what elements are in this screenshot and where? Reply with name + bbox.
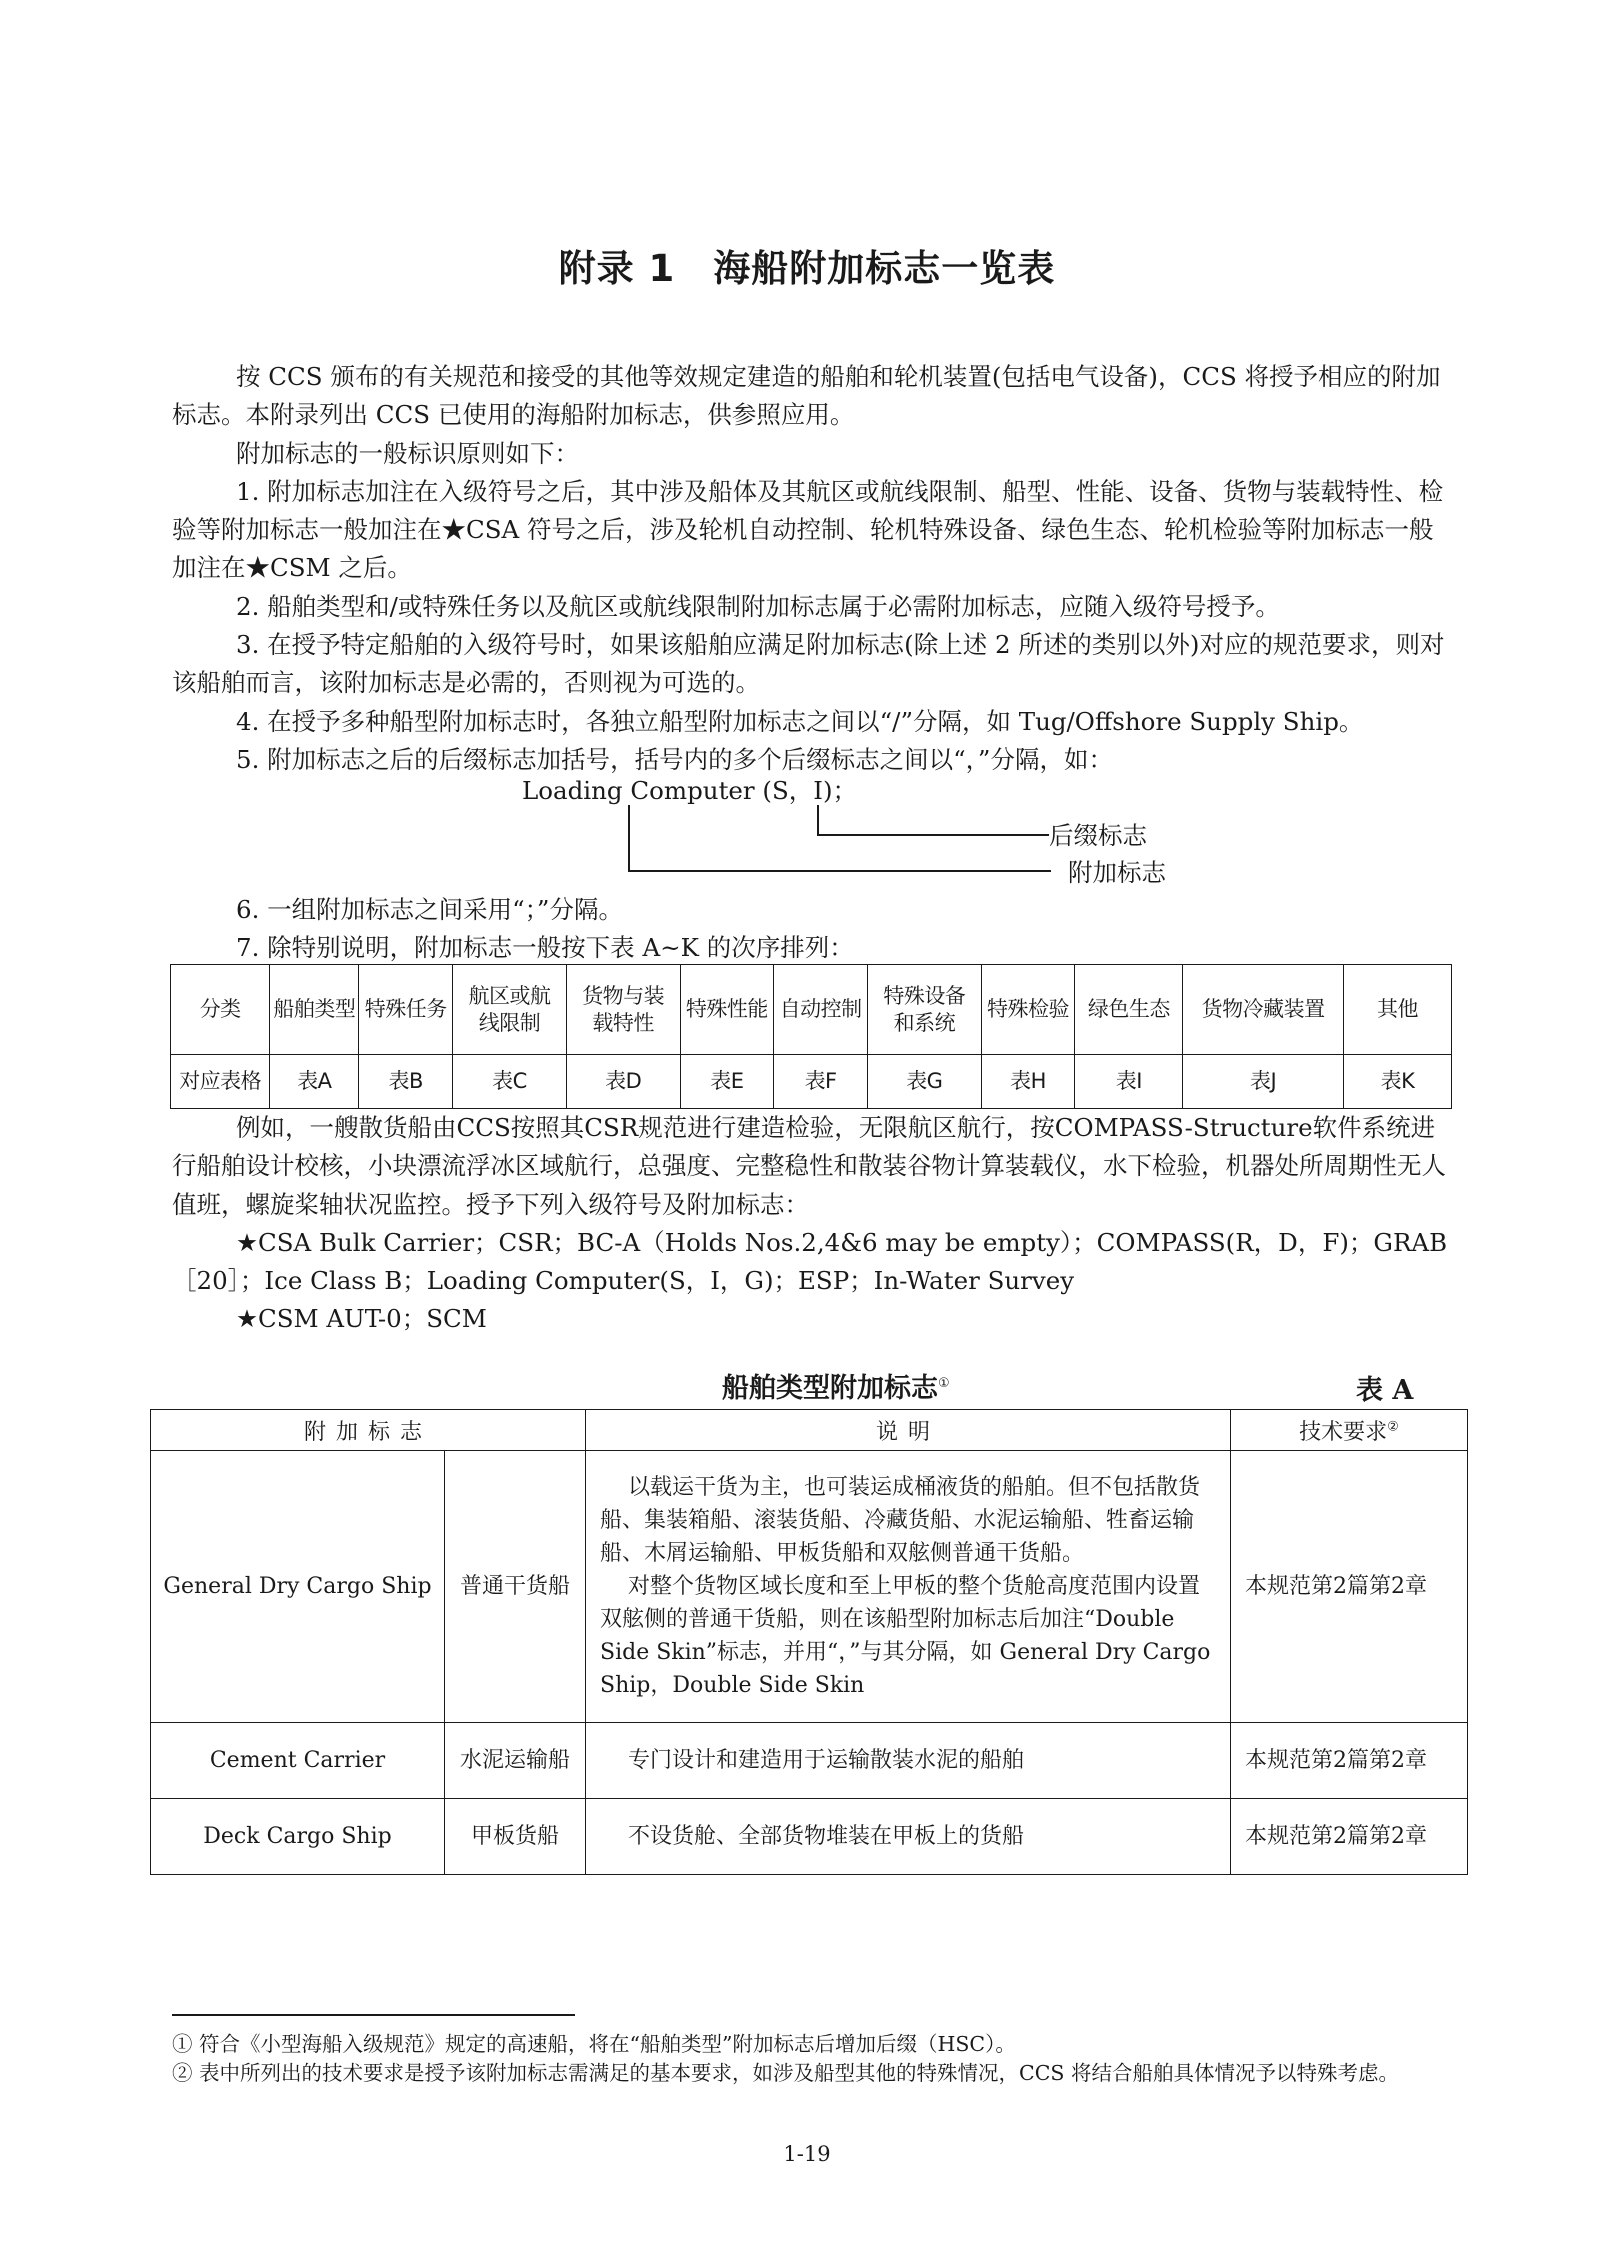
- order-table: [170, 964, 1452, 1109]
- table-cell: 货物冷藏装置: [1183, 965, 1344, 1055]
- footnote: ① 符合《小型海船入级规范》规定的高速船，将在“船舶类型”附加标志后增加后缀（HSC）。: [172, 2032, 1016, 2056]
- notation-zh: 普通干货船: [445, 1451, 586, 1723]
- table-cell: 特殊检验: [981, 965, 1075, 1055]
- notation-description: [586, 1799, 1231, 1875]
- footnotes: [172, 2030, 1452, 2088]
- header-notation: 附加标志: [151, 1410, 586, 1451]
- intro-paragraph: 按 CCS 颁布的有关规范和接受的其他等效规定建造的船舶和轮机装置(包括电气设备)，CCS 将授予相应的附加标志。本附录列出 CCS 已使用的海船附加标志，供参照应用。: [172, 362, 1441, 430]
- table-a-label: 表 A: [1356, 1375, 1414, 1406]
- table-row: [151, 1799, 1468, 1875]
- table-cell: 特殊任务: [359, 965, 453, 1055]
- table-row: [171, 1055, 1452, 1109]
- example-block: [172, 1109, 1452, 1339]
- header-requirements: [1231, 1410, 1468, 1451]
- table-cell: 对应表格: [171, 1055, 270, 1109]
- notation-bracket-line: [628, 870, 1051, 872]
- notation-zh: 甲板货船: [445, 1799, 586, 1875]
- description-paragraph: 不设货舱、全部货物堆装在甲板上的货船: [628, 1824, 1025, 1849]
- table-cell: 表D: [566, 1055, 680, 1109]
- table-cell: 航区或航线限制: [453, 965, 567, 1055]
- rule-1: 1. 附加标志加注在入级符号之后，其中涉及船体及其航区或航线限制、船型、性能、设备、货物与装载特性、检验等附加标志一般加注在★CSA 符号之后，涉及轮机自动控制、轮机特殊设备、绿色生态、轮机检验等附加标志一般加注在★CSM 之后。: [172, 476, 1444, 583]
- rule-3: 3. 在授予特定船舶的入级符号时，如果该船舶应满足附加标志(除上述 2 所述的类别以外)对应的规范要求，则对该船舶而言，该附加标志是必需的，否则视为可选的。: [172, 630, 1445, 698]
- example-notation-csm: ★CSM AUT-0；SCM: [236, 1304, 487, 1334]
- footnote-divider: [172, 2014, 575, 2016]
- rule-2: 2. 船舶类型和/或特殊任务以及航区或航线限制附加标志属于必需附加标志，应随入级符号授予。: [236, 591, 1280, 621]
- example-sample: Loading Computer (S，I)；: [522, 776, 858, 805]
- example-notation-csa: ★CSA Bulk Carrier；CSR；BC-A（Holds Nos.2,4&6 may be empty）；COMPASS(R，D，F)；GRAB［20］；Ice Class B；Loading Computer(S，I，G)；ESP；In-Water Survey: [172, 1227, 1448, 1296]
- table-cell: 其他: [1344, 965, 1452, 1055]
- table-cell: 自动控制: [774, 965, 868, 1055]
- table-cell: 表J: [1183, 1055, 1344, 1109]
- rule-6: 6. 一组附加标志之间采用“；”分隔。: [236, 895, 623, 924]
- notation-label: 附加标志: [1068, 858, 1166, 887]
- notation-en: General Dry Cargo Ship: [151, 1451, 445, 1723]
- rule-7: 7. 除特别说明，附加标志一般按下表 A~K 的次序排列：: [236, 933, 854, 963]
- rule-4: 4. 在授予多种船型附加标志时，各独立船型附加标志之间以“/”分隔，如 Tug/Offshore Supply Ship。: [236, 706, 1364, 736]
- table-cell: 表I: [1075, 1055, 1183, 1109]
- table-a: [150, 1409, 1468, 1875]
- table-row: [171, 965, 1452, 1055]
- technical-requirement: 本规范第2篇第2章: [1231, 1799, 1468, 1875]
- technical-requirement: 本规范第2篇第2章: [1231, 1451, 1468, 1723]
- description-paragraph: 专门设计和建造用于运输散装水泥的船舶: [628, 1748, 1025, 1773]
- example-paragraph: 例如，一艘散货船由CCS按照其CSR规范进行建造检验，无限航区航行，按COMPASS-Structure软件系统进行船舶设计校核，小块漂流浮冰区域航行，总强度、完整稳性和散装谷物计算装载仪，水下检验，机器处所周期性无人值班，螺旋桨轴状况监控。授予下列入级符号及附加标志：: [172, 1113, 1446, 1219]
- table-cell: 特殊设备和系统: [867, 965, 981, 1055]
- notation-zh: 水泥运输船: [445, 1723, 586, 1799]
- page-number: 1-19: [783, 2142, 831, 2166]
- intro-block: [172, 358, 1452, 779]
- rules-after: [172, 891, 1452, 968]
- rule-5: 5. 附加标志之后的后缀标志加括号，括号内的多个后缀标志之间以“，”分隔，如：: [236, 744, 1113, 774]
- table-cell: 表G: [867, 1055, 981, 1109]
- table-cell: 船舶类型: [270, 965, 359, 1055]
- table-cell: 表C: [453, 1055, 567, 1109]
- technical-requirement: 本规范第2篇第2章: [1231, 1723, 1468, 1799]
- footnote: ② 表中所列出的技术要求是授予该附加标志需满足的基本要求，如涉及船型其他的特殊情况，CCS 将结合船舶具体情况予以特殊考虑。: [172, 2061, 1399, 2085]
- description-paragraph: 以载运干货为主，也可装运成桶液货的船舶。但不包括散货船、集装箱船、滚装货船、冷藏货船、水泥运输船、牲畜运输船、木屑运输船、甲板货船和双舷侧普通干货船。: [600, 1475, 1201, 1566]
- table-cell: 货物与装载特性: [566, 965, 680, 1055]
- table-cell: 表A: [270, 1055, 359, 1109]
- table-row: [151, 1723, 1468, 1799]
- notation-bracket-line: [628, 805, 630, 871]
- notation-en: Deck Cargo Ship: [151, 1799, 445, 1875]
- footnote-mark: ②: [1387, 1419, 1399, 1435]
- table-cell: 表B: [359, 1055, 453, 1109]
- table-cell: 特殊性能: [680, 965, 774, 1055]
- suffix-bracket-line: [817, 805, 819, 835]
- table-a-title-text: 船舶类型附加标志: [722, 1373, 938, 1404]
- table-a-title: [722, 1366, 950, 1405]
- table-cell: 绿色生态: [1075, 965, 1183, 1055]
- intro-paragraph: 附加标志的一般标识原则如下：: [236, 438, 579, 468]
- table-cell: 表H: [981, 1055, 1075, 1109]
- table-cell: 表F: [774, 1055, 868, 1109]
- table-row: [151, 1451, 1468, 1723]
- table-cell: 分类: [171, 965, 270, 1055]
- table-cell: 表E: [680, 1055, 774, 1109]
- notation-description: [586, 1723, 1231, 1799]
- table-cell: 表K: [1344, 1055, 1452, 1109]
- header-requirements-text: 技术要求: [1299, 1419, 1388, 1445]
- page-title: 附录 1 海船附加标志一览表: [558, 247, 1056, 290]
- table-header-row: [151, 1410, 1468, 1451]
- header-description: 说明: [586, 1410, 1231, 1451]
- description-paragraph: 对整个货物区域长度和至上甲板的整个货舱高度范围内设置双舷侧的普通干货船，则在该船型附加标志后加注“Double Side Skin”标志，并用“，”与其分隔，如 General Dry Cargo Ship，Double Side Skin: [600, 1574, 1211, 1698]
- suffix-label: 后缀标志: [1049, 821, 1147, 850]
- suffix-bracket-line: [817, 834, 1049, 836]
- footnote-mark: ①: [938, 1376, 950, 1391]
- notation-description: [586, 1451, 1231, 1723]
- notation-en: Cement Carrier: [151, 1723, 445, 1799]
